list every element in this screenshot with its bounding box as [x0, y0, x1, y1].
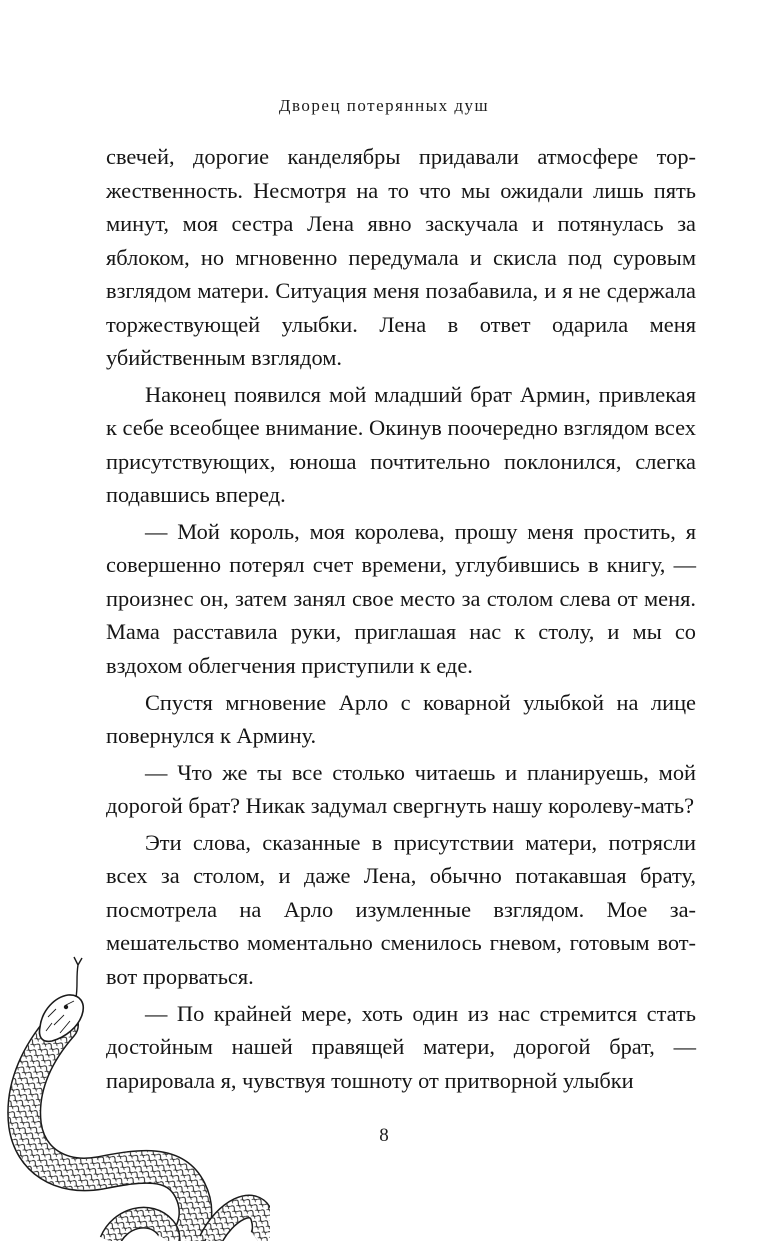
paragraph: Наконец появился мой младший брат Армин, привлекая к себе всеобщее внимание. Окинув поочередно взглядом всех присутствующих, юноша почтительно поклонился, слегка подавшись вперед. — [106, 381, 696, 508]
paragraph: Спустя мгновение Арло с коварной улыбкой на лице повернулся к Армину. — [106, 689, 696, 749]
running-head: Дворец потерянных душ — [278, 96, 490, 115]
paragraph: — Что же ты все столько читаешь и планируешь, мой дорогой брат? Никак задумал свергнуть нашу королеву-мать? — [106, 759, 696, 819]
paragraph: Эти слова, сказанные в присутствии матери, потрясли всех за столом, и даже Лена, обычно потакавшая брату, посмотрела на Арло изумленные взглядом. Мое замешательство моментально сменилось гневом, готовым вот-вот прорваться. — [106, 829, 696, 989]
snake-icon — [0, 955, 270, 1241]
paragraph: свечей, дорогие канделябры придавали атмосфере торжественность. Несмотря на то что мы ожидали лишь пять минут, моя сестра Лена явно заскучала и потянулась за яблоком, но мгновенно передумала и скисла под суровым взглядом матери. Ситуация меня позабавила, и я не сдержала торжествующей улыбки. Лена в ответ одарила меня убийственным взглядом. — [106, 144, 696, 370]
paragraph: — По крайней мере, хоть один из нас стремится стать достойным нашей правящей матери, дорогой брат, — парировала я, чувствуя тошноту от притворной улыбки — [106, 1000, 696, 1093]
page-number: 8 — [379, 1125, 389, 1146]
paragraph: — Мой король, моя королева, прошу меня простить, я совершенно потерял счет времени, углубившись в книгу, — произнес он, затем занял свое место за столом слева от меня. Мама расставила руки, приглашая нас к столу, и мы со вздохом облегчения приступили к еде. — [106, 518, 696, 678]
